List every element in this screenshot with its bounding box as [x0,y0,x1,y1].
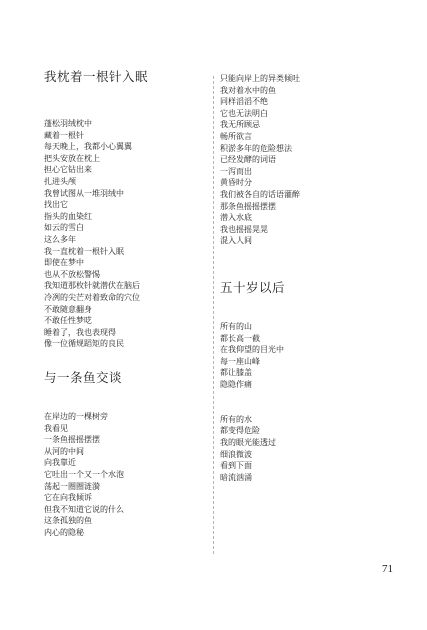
poem-line: 隐隐作痛 [220,379,252,389]
poem-line: 都让膝盖 [220,368,252,378]
poem-line: 荡起一圈圈涟漪 [44,481,100,491]
poem-title: 我枕着一根针入眠 [44,69,149,84]
poem-line: 把头安放在枕上 [44,153,100,163]
poem-line: 即使在梦中 [44,258,84,268]
poem-line: 它也无法明白 [220,108,268,118]
poem-line: 我曾试图从一堆羽绒中 [44,188,124,198]
poem-line: 所有的水 [220,414,252,424]
poem-line: 不敢任性梦呓 [44,316,92,326]
poem-line: 向我靠近 [44,458,76,468]
poem-line: 每一座山峰 [220,356,260,366]
poem-line: 藏着一根针 [44,130,84,140]
poem-line: 积淤多年的危险想法 [220,143,292,153]
stanza-gap [220,391,284,403]
poem-line: 我无所顾忌 [220,120,260,130]
poem-line: 那条鱼摇摇摆摆 [220,201,276,211]
stanza-gap [220,402,284,414]
poem-lines [44,118,140,350]
poem-line: 冷冽的尖芒对着致命的穴位 [44,292,140,302]
poem-line: 如云的雪白 [44,223,84,233]
poem-line: 我的眼光能透过 [220,437,276,447]
poem-line: 也从不放松警惕 [44,269,100,279]
poem-line: 暗流汹涌 [220,472,252,482]
poem-line: 像一位循规蹈矩的良民 [44,339,124,349]
poem-stanza [220,321,284,483]
poem-line: 畅所欲言 [220,131,252,141]
column-divider [213,76,214,554]
poem-line: 我一直枕着一根针入眠 [44,246,124,256]
poem-line: 但我不知道它说的什么 [44,504,124,514]
poem-lines [220,73,300,247]
poem-line: 一泻而出 [220,166,252,176]
poem-line: 担心它钻出来 [44,165,92,175]
poem-line: 黄昏时分 [220,178,252,188]
poem-line: 这条孤独的鱼 [44,516,92,526]
poem-line: 在岸边的一棵树旁 [44,412,108,421]
poem-line: 同样滔滔不绝 [220,97,268,107]
poem-line: 我看见 [44,423,68,433]
poem-title: 与一条鱼交谈 [44,370,123,385]
page-number: 71 [382,563,393,575]
poem-line: 混入人间 [220,236,252,246]
poem-line: 蓬松羽绒枕中 [44,119,92,128]
poem-line: 看到下面 [220,461,252,471]
poem-line: 扎进头颅 [44,176,76,186]
poem-title: 五十岁以后 [220,280,286,295]
poem-line: 潜入水底 [220,213,252,223]
poem-line: 我们被各自的话语灌醉 [220,189,300,199]
poem-line: 已经发酵的词语 [220,155,276,165]
poem-line: 只能向岸上的异类倾吐 [220,74,300,83]
poem-line: 找出它 [44,200,68,210]
poem-line: 在我仰望的目光中 [220,345,284,355]
poem-line: 这么多年 [44,234,76,244]
poem-line: 不敢随意翻身 [44,304,92,314]
poem-line: 它在向我倾诉 [44,493,92,503]
poem-line: 我知道那枚针就潜伏在脑后 [44,281,140,291]
poem-line: 从河的中间 [44,446,84,456]
poem-line: 都变得危险 [220,426,260,436]
poem-line: 内心的隐秘 [44,527,84,537]
poem-line: 指头的血染红 [44,211,92,221]
poem-line: 睡着了，我也表现得 [44,327,116,337]
poem-lines [44,411,124,539]
poem-line: 一条鱼摇摇摆摆 [44,435,100,445]
poem-line: 我对着水中的鱼 [220,85,276,95]
poem-line: 细浪微波 [220,449,252,459]
poem-line: 我也摇摇晃晃 [220,224,268,234]
poem-line: 都长高一截 [220,333,260,343]
poem-line: 所有的山 [220,322,252,331]
poem-line: 它吐出一个又一个水泡 [44,469,124,479]
poem-line: 每天晚上，我都小心翼翼 [44,142,132,152]
